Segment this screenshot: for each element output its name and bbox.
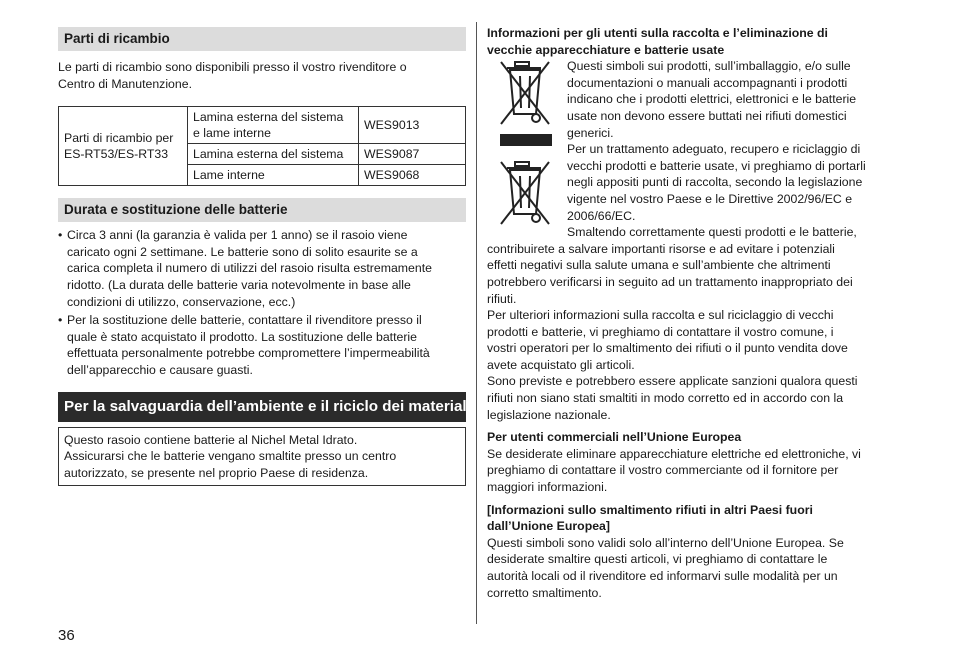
text-line: effetti negativi sulla salute umana e sull’ambiente che altrimenti — [487, 258, 831, 273]
text-line: ridotto. (La durata delle batterie varia notevolmente in base alle — [67, 277, 411, 292]
text-line: Sono previste e potrebbero essere applicate sanzioni qualora questi — [487, 374, 858, 389]
text-line: usate non devono essere buttati nei rifiuti domestici — [567, 108, 847, 123]
business-heading: Per utenti commerciali nell’Unione Europea — [487, 430, 742, 445]
text-line: maggiori informazioni. — [487, 480, 608, 495]
text-line: Circa 3 anni (la garanzia è valida per 1 anno) se il rasoio viene — [67, 228, 408, 243]
text-line: effettuata personalmente potrebbe compromettere l’impermeabilità — [67, 346, 430, 361]
text-line: Per un trattamento adeguato, recupero e riciclaggio di — [567, 142, 861, 157]
part-cell — [188, 144, 359, 165]
text-line: Questo rasoio contiene batterie al Nichel Metal Idrato. — [64, 432, 358, 447]
list-item — [58, 312, 466, 378]
code-cell: WES9087 — [359, 144, 466, 165]
text-line: preghiamo di contattare il vostro commerciante od il fornitore per — [487, 463, 839, 478]
text-line: [Informazioni sullo smaltimento rifiuti in altri Paesi fuori — [487, 502, 813, 517]
outside-eu-paragraph — [487, 535, 895, 601]
outside-eu-heading — [487, 502, 895, 535]
text-line: Questi simboli sui prodotti, sull’imballaggio, e/o sulle — [567, 59, 851, 74]
spare-parts-heading: Parti di ricambio — [58, 27, 466, 51]
text-line: Questi simboli sono validi solo all’interno dell’Unione Europea. Se — [487, 535, 844, 550]
text-line: generici. — [567, 125, 614, 140]
text-line: legislazione nazionale. — [487, 407, 611, 422]
text-line: rifiuti. — [487, 291, 517, 306]
text-line: dell’apparecchio e causare guasti. — [67, 362, 253, 377]
crossed-out-wheelie-bin-icon — [495, 58, 555, 128]
text-line: vostri operatori per lo smaltimento dei rifiuti o il punto vendita dove — [487, 341, 848, 356]
text-line: caricato ogni 2 settimane. Le batterie sono di solito esaurite se a — [67, 244, 418, 259]
text-line: e lame interne — [193, 126, 271, 141]
text-line: vecchie apparecchiature e batterie usate — [487, 42, 725, 57]
symbols-column — [487, 58, 565, 228]
text-line: condizioni di utilizzo, conservazione, ecc.) — [67, 294, 296, 309]
text-line: Lame interne — [193, 168, 265, 183]
text-line: Parti di ricambio per — [64, 131, 174, 146]
text-line: 2006/66/EC. — [567, 208, 636, 223]
text-line: Le parti di ricambio sono disponibili presso il vostro rivenditore o — [58, 60, 407, 74]
battery-list — [58, 227, 466, 378]
code-cell: WES9013 — [359, 107, 466, 144]
text-line: potrebbero verificarsi in seguito ad un trattamento inappropriato dei — [487, 274, 853, 289]
text-line: negli appositi punti di raccolta, secondo la legislazione — [567, 175, 863, 190]
text-line: Lamina esterna del sistema — [193, 110, 344, 125]
battery-heading: Durata e sostituzione delle batterie — [58, 198, 466, 222]
left-column — [58, 27, 471, 486]
column-divider — [476, 22, 477, 624]
disposal-paragraph-5 — [487, 373, 895, 423]
black-bar-marking — [500, 134, 552, 146]
text-line: ES-RT53/ES-RT33 — [64, 147, 169, 162]
text-line: prodotti e batterie, vi preghiamo di contattare il vostro comune, i — [487, 324, 834, 339]
crossed-out-wheelie-bin-icon — [495, 158, 555, 228]
text-line: autorità locali od il rivenditore ed informarvi sulle modalità per un — [487, 569, 838, 583]
environment-heading: Per la salvaguardia dell’ambiente e il riciclo dei materiali — [58, 392, 466, 422]
text-line: autorizzato, se presente nel proprio Paese di residenza. — [64, 465, 369, 480]
bullet-marker: • — [58, 313, 63, 328]
text-line: Per la sostituzione delle batterie, contattare il rivenditore presso il — [67, 313, 422, 328]
text-line: Centro di Manutenzione. — [58, 76, 192, 91]
text-line: rifiuti non siano stati smaltiti in modo corretto ed in accordo con la — [487, 391, 844, 406]
text-line: documentazioni o manuali accompagnanti i prodotti — [567, 75, 848, 90]
part-cell — [188, 165, 359, 186]
text-line: corretto smaltimento. — [487, 585, 602, 600]
model-cell — [59, 107, 188, 186]
right-column — [487, 25, 895, 601]
spare-parts-table — [58, 106, 466, 186]
text-line: Per ulteriori informazioni sulla raccolta e sul riciclaggio di vecchi — [487, 308, 834, 323]
disposal-paragraph-3 — [487, 241, 895, 307]
environment-box — [58, 427, 466, 487]
text-line: dall’Unione Europea] — [487, 519, 610, 534]
page-number: 36 — [58, 627, 75, 644]
text-line: Smaltendo correttamente questi prodotti e le batterie, — [567, 225, 857, 240]
text-line: vecchi prodotti e batterie usate, vi preghiamo di portarli — [567, 158, 866, 173]
text-line: contribuirete a salvare importanti risorse e ad evitare i potenziali — [487, 241, 835, 256]
bullet-marker: • — [58, 228, 63, 243]
text-line: carica completa il numero di utilizzi del rasoio risulta estremamente — [67, 261, 432, 276]
code-cell: WES9068 — [359, 165, 466, 186]
text-line: avete acquistato gli articoli. — [487, 357, 635, 372]
text-line: Se desiderate eliminare apparecchiature elettriche ed elettroniche, vi — [487, 446, 861, 461]
list-item — [58, 227, 466, 310]
disposal-paragraph-4 — [487, 307, 895, 373]
text-line: vigente nel vostro Paese e le Direttive 2002/96/EC e — [567, 191, 853, 206]
disposal-heading — [487, 25, 895, 58]
text-line: Assicurarsi che le batterie vengano smaltite presso un centro — [64, 449, 397, 464]
text-line: Lamina esterna del sistema — [193, 147, 344, 162]
part-cell — [188, 107, 359, 144]
text-line: quale è stato acquistato il prodotto. La sostituzione delle batterie — [67, 329, 418, 344]
text-line: desiderate smaltire questi articoli, vi preghiamo di contattare le — [487, 552, 828, 567]
text-line: Informazioni per gli utenti sulla raccolta e l’eliminazione di — [487, 26, 828, 40]
spare-parts-intro — [58, 59, 466, 92]
business-paragraph — [487, 446, 895, 496]
text-line: indicano che i prodotti elettrici, elettronici e le batterie — [567, 92, 857, 107]
